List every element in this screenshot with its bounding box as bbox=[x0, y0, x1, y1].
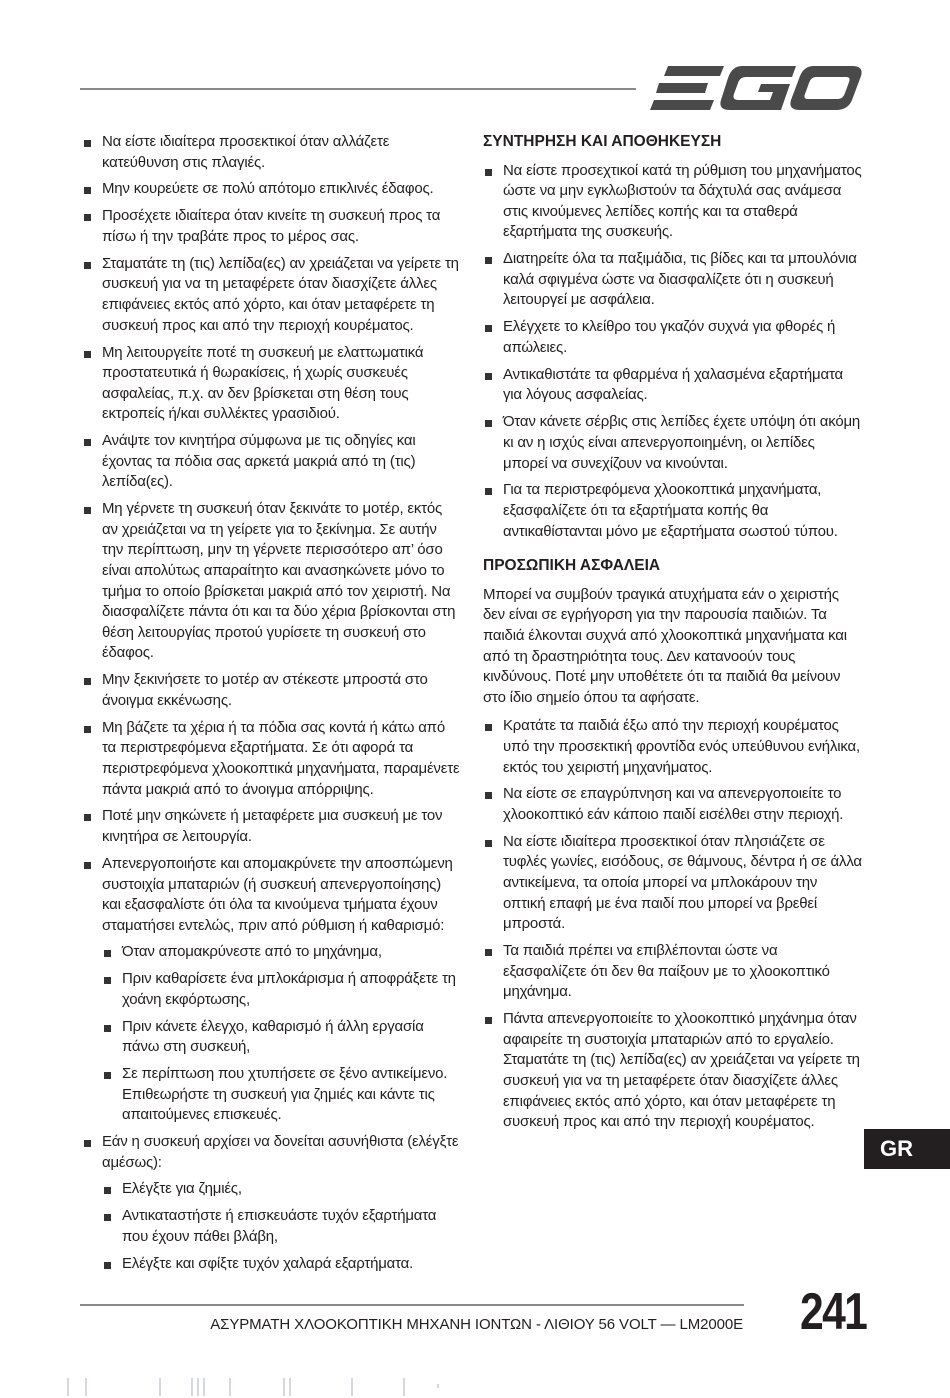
personal-safety-list bbox=[483, 716, 863, 1132]
list-item: Πάντα απενεργοποιείτε το χλοοκοπτικό μηχάνημα όταν αφαιρείτε τη συστοιχία μπαταριών από το εργαλείο. Σταματάτε τη (τις) λεπίδα(ες) αν χρειάζεται να γείρετε τη συσκευή για να τη μεταφέρετε όταν διασχίζετε άλλες επιφάνειες εκτός από χόρτο, και όταν μεταφέρετε τη συσκευή προς και από την περιοχή κουρέματος. bbox=[483, 1009, 863, 1133]
list-item: Διατηρείτε όλα τα παξιμάδια, τις βίδες και τα μπουλόνια καλά σφιγμένα ώστε να διασφαλίζετε ότι η συσκευή λειτουργεί με ασφάλεια. bbox=[483, 249, 863, 311]
list-item: Να είστε προσεχτικοί κατά τη ρύθμιση του μηχανήματος ώστε να μην εγκλωβιστούν τα δάχτυλά σας ανάμεσα στις κινούμενες λεπίδες κοπής και τα σταθερά εξαρτήματα της συσκευής. bbox=[483, 161, 863, 243]
list-item: Τα παιδιά πρέπει να επιβλέπονται ώστε να εξασφαλίζετε ότι δεν θα παίξουν με το χλοοκοπτικό μηχάνημα. bbox=[483, 941, 863, 1003]
maintenance-heading: ΣΥΝΤΗΡΗΣΗ ΚΑΙ ΑΠΟΘΗΚΕΥΣΗ bbox=[483, 133, 722, 150]
sub-list-item: Σε περίπτωση που χτυπήσετε σε ξένο αντικείμενο. Επιθεωρήστε τη συσκευή για ζημιές και κάντε τις απαιτούμενες επισκευές. bbox=[102, 1064, 460, 1126]
footer-title: ΑΣΥΡΜΑΤΗ ΧΛΟΟΚΟΠΤΙΚΗ ΜΗΧΑΝΗ ΙΟΝΤΩΝ - ΛΙΘΙΟΥ 56 VOLT — LM2000E bbox=[210, 1316, 743, 1333]
list-item: Ανάψτε τον κινητήρα σύμφωνα με τις οδηγίες και έχοντας τα πόδια σας αρκετά μακριά από τη (τις) λεπίδα(ες). bbox=[82, 431, 460, 493]
list-item: Σταματάτε τη (τις) λεπίδα(ες) αν χρειάζεται να γείρετε τη συσκευή για να τη μεταφέρετε όταν διασχίζετε άλλες επιφάνειες εκτός από χόρτο, και όταν μεταφέρετε τη συσκευή προς και από την περιοχή κουρέματος. bbox=[82, 254, 460, 336]
page-number: 241 bbox=[800, 1283, 867, 1341]
sub-list-item: Ελέγξτε και σφίξτε τυχόν χαλαρά εξαρτήματα. bbox=[102, 1254, 460, 1275]
list-item: Ποτέ μην σηκώνετε ή μεταφέρετε μια συσκευή με τον κινητήρα σε λειτουργία. bbox=[82, 806, 460, 847]
personal-safety-heading: ΠΡΟΣΩΠΙΚΗ ΑΣΦΑΛΕΙΑ bbox=[483, 557, 661, 575]
list-item-text: Εάν η συσκευή αρχίσει να δονείται ασυνήθιστα (ελέγξτε αμέσως): bbox=[102, 1133, 459, 1171]
list-item: Να είστε ιδιαίτερα προσεκτικοί όταν πλησιάζετε σε τυφλές γωνίες, εισόδους, σε θάμνους, δέντρα ή σε άλλα αντικείμενα, τα οποία μπορεί να μπλοκάρουν την οπτική επαφή με ένα παιδί που μπορεί να βρεθεί μπροστά. bbox=[483, 832, 863, 935]
footer-rule bbox=[80, 1304, 744, 1306]
list-item: Για τα περιστρεφόμενα χλοοκοπτικά μηχανήματα, εξασφαλίζετε ότι τα εξαρτήματα κοπής θα αντικαθίστανται μόνο με εξαρτήματα σωστού τύπου. bbox=[483, 480, 863, 542]
ego-logo bbox=[650, 64, 862, 112]
sub-list-item: Ελέγξτε για ζημιές, bbox=[102, 1179, 460, 1200]
scan-marks bbox=[0, 1374, 950, 1398]
list-item: Μην κουρεύετε σε πολύ απότομο επικλινές έδαφος. bbox=[82, 179, 460, 200]
sub-list-item: Πριν καθαρίσετε ένα μπλοκάρισμα ή αποφράξετε τη χοάνη εκφόρτωσης, bbox=[102, 969, 460, 1010]
list-item-with-subitems bbox=[82, 854, 460, 1126]
header-rule bbox=[80, 88, 636, 90]
list-item: Μη λειτουργείτε ποτέ τη συσκευή με ελαττωματικά προστατευτικά ή θωρακίσεις, ή χωρίς συσκευές ασφαλείας, π.χ. αν δεν βρίσκεται στη θέση τους εκτροπείς ή/και συλλέκτες γρασιδιού. bbox=[82, 343, 460, 425]
list-item: Να είστε σε επαγρύπνηση και να απενεργοποιείτε το χλοοκοπτικό εάν κάποιο παιδί εισέλθει στην περιοχή. bbox=[483, 784, 863, 825]
sub-list-item: Αντικαταστήστε ή επισκευάστε τυχόν εξαρτήματα που έχουν πάθει βλάβη, bbox=[102, 1206, 460, 1247]
sub-list-2 bbox=[102, 1179, 460, 1274]
list-item-with-subitems bbox=[82, 1132, 460, 1274]
list-item: Κρατάτε τα παιδιά έξω από την περιοχή κουρέματος υπό την προσεκτική φροντίδα ενός υπεύθυνου ενήλικα, εκτός του χειριστή μηχανήματος. bbox=[483, 716, 863, 778]
list-item: Όταν κάνετε σέρβις στις λεπίδες έχετε υπόψη ότι ακόμη κι αν η ισχύς είναι απενεργοποιημένη, οι λεπίδες μπορεί να συνεχίζουν να κινούνται. bbox=[483, 412, 863, 474]
sub-list-item: Πριν κάνετε έλεγχο, καθαρισμό ή άλλη εργασία πάνω στη συσκευή, bbox=[102, 1017, 460, 1058]
list-item: Μη βάζετε τα χέρια ή τα πόδια σας κοντά ή κάτω από τα περιστρεφόμενα εξαρτήματα. Σε ότι αφορά τα περιστρεφόμενα χλοοκοπτικά μηχανήματα, παραμένετε πάντα μακριά από το άνοιγμα απόρριψης. bbox=[82, 718, 460, 800]
list-item: Να είστε ιδιαίτερα προσεκτικοί όταν αλλάζετε κατεύθυνση στις πλαγιές. bbox=[82, 132, 460, 173]
right-column bbox=[483, 132, 863, 1139]
list-item: Ελέγχετε το κλείθρο του γκαζόν συχνά για φθορές ή απώλειες. bbox=[483, 317, 863, 358]
maintenance-list bbox=[483, 161, 863, 543]
sub-list-item: Όταν απομακρύνεστε από το μηχάνημα, bbox=[102, 942, 460, 963]
personal-safety-intro: Μπορεί να συμβούν τραγικά ατυχήματα εάν ο χειριστής δεν είναι σε εγρήγορση για την παρουσία παιδιών. Τα παιδιά έλκονται συχνά από χλοοκοπτικά μηχανήματα και από τη δραστηριότητα τους. Δεν κατανοούν τους κινδύνους. Ποτέ μην υποθέτετε ότι τα παιδιά θα μείνουν στο ίδιο σημείο όπου τα αφήσατε. bbox=[483, 585, 847, 706]
list-item: Αντικαθιστάτε τα φθαρμένα ή χαλασμένα εξαρτήματα για λόγους ασφαλείας. bbox=[483, 365, 863, 406]
safety-list-left bbox=[82, 132, 460, 1274]
list-item: Μην ξεκινήσετε το μοτέρ αν στέκεστε μπροστά στο άνοιγμα εκκένωσης. bbox=[82, 670, 460, 711]
language-tab: GR bbox=[864, 1129, 950, 1169]
list-item: Μη γέρνετε τη συσκευή όταν ξεκινάτε το μοτέρ, εκτός αν χρειάζεται να τη γείρετε για το ξεκίνημα. Σε αυτήν την περίπτωση, μην τη γέρνετε περισσότερο απ’ όσο είναι απολύτως απαραίτητο και ανασηκώνετε μόνο το τμήμα το οποίο βρίσκεται μακριά από τον χειριστή. Να διασφαλίζετε πάντα ότι και τα δύο χέρια βρίσκονται στη θέση λειτουργίας προτού γυρίσετε τη συσκευή στο έδαφος. bbox=[82, 499, 460, 664]
sub-list-1 bbox=[102, 942, 460, 1126]
list-item: Προσέχετε ιδιαίτερα όταν κινείτε τη συσκευή προς τα πίσω ή την τραβάτε προς το μέρος σας. bbox=[82, 206, 460, 247]
list-item-text: Απενεργοποιήστε και απομακρύνετε την αποσπώμενη συστοιχία μπαταριών (ή συσκευή απενεργοποίησης) και εξασφαλίστε ότι όλα τα κινούμενα τμήματα έχουν σταματήσει εντελώς, πριν από ρύθμιση ή καθαρισμό: bbox=[102, 854, 453, 934]
left-column bbox=[82, 132, 460, 1281]
